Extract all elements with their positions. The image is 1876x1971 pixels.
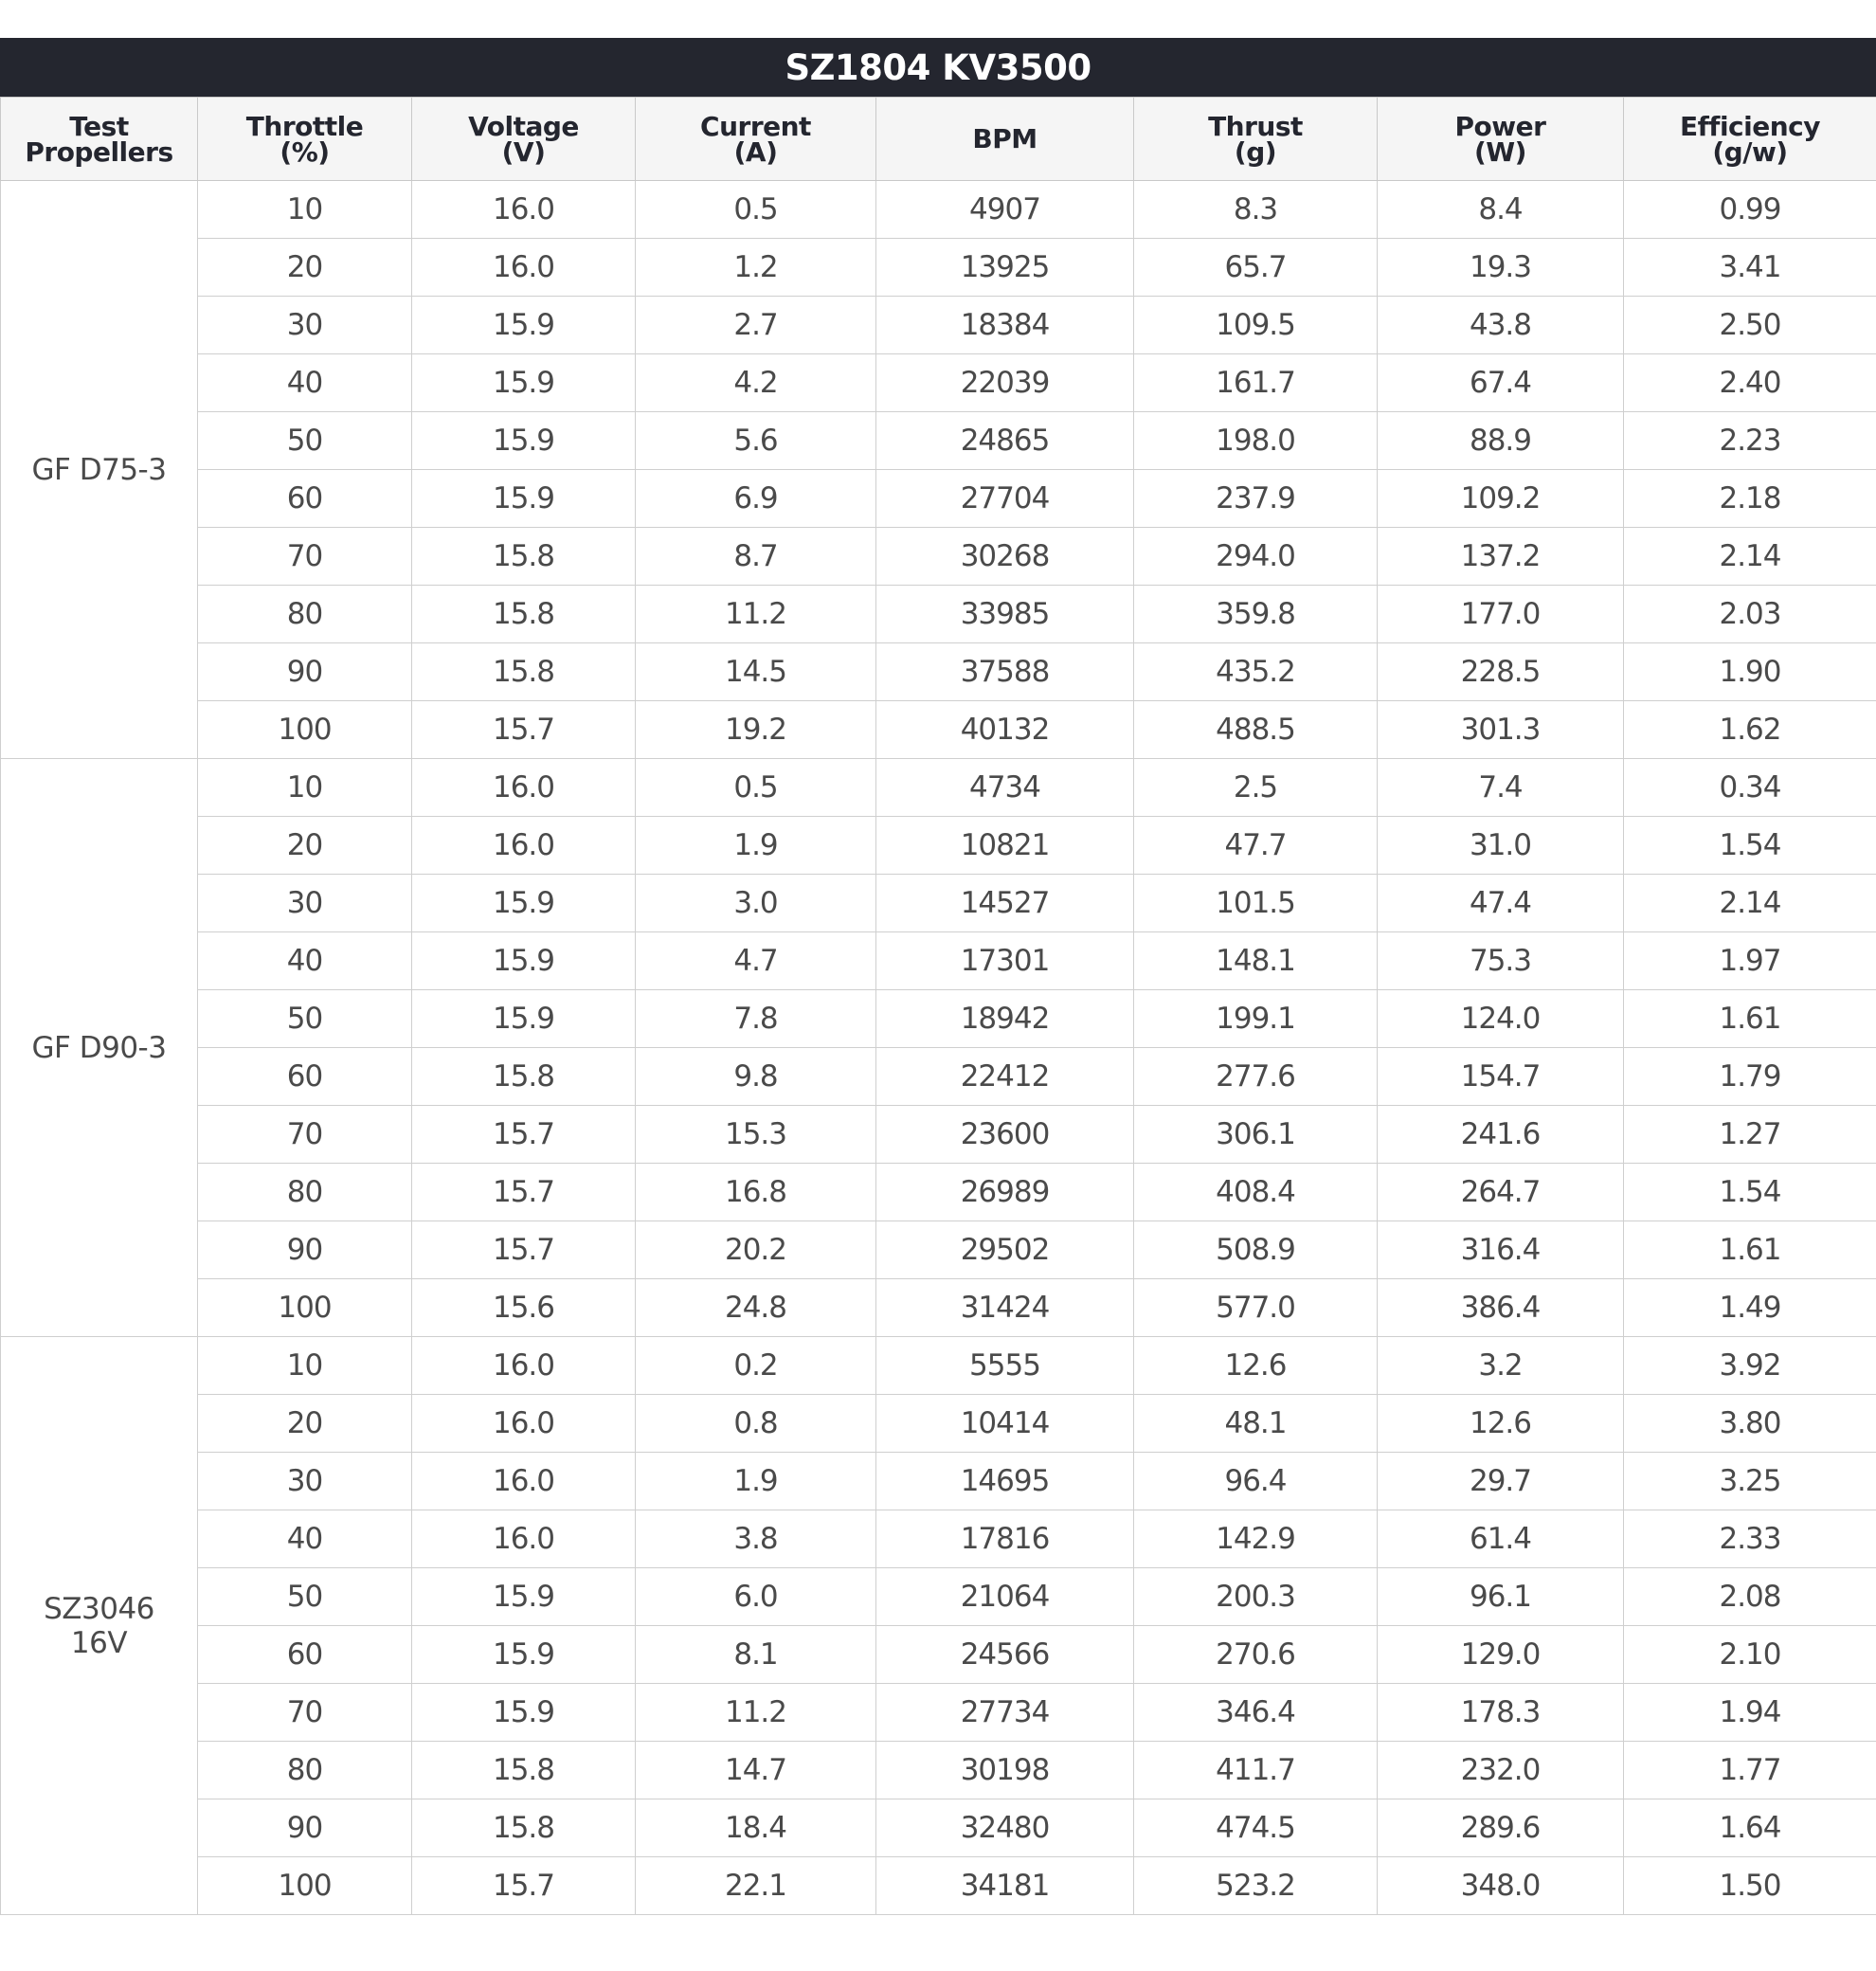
cell-efficiency: 3.80 (1624, 1395, 1876, 1453)
cell-voltage: 15.8 (412, 1742, 636, 1799)
cell-current: 14.7 (636, 1742, 876, 1799)
cell-efficiency: 1.77 (1624, 1742, 1876, 1799)
cell-throttle: 80 (198, 1164, 412, 1221)
cell-bpm: 40132 (876, 701, 1134, 759)
cell-current: 11.2 (636, 586, 876, 643)
cell-current: 20.2 (636, 1221, 876, 1279)
cell-throttle: 80 (198, 1742, 412, 1799)
cell-throttle: 30 (198, 875, 412, 932)
table-row (1, 932, 1876, 990)
table-row (1, 1568, 1876, 1626)
cell-throttle: 90 (198, 643, 412, 701)
header-test-propellers: Test Propellers (1, 98, 198, 181)
cell-throttle: 40 (198, 932, 412, 990)
cell-current: 3.0 (636, 875, 876, 932)
cell-power: 31.0 (1378, 817, 1624, 875)
cell-efficiency: 2.14 (1624, 875, 1876, 932)
cell-bpm: 10414 (876, 1395, 1134, 1453)
cell-thrust: 142.9 (1134, 1510, 1378, 1568)
cell-thrust: 237.9 (1134, 470, 1378, 528)
cell-bpm: 14695 (876, 1453, 1134, 1510)
cell-voltage: 15.8 (412, 586, 636, 643)
cell-voltage: 15.8 (412, 1048, 636, 1106)
cell-current: 18.4 (636, 1799, 876, 1857)
cell-power: 7.4 (1378, 759, 1624, 817)
cell-thrust: 359.8 (1134, 586, 1378, 643)
header-thrust: Thrust (g) (1134, 98, 1378, 181)
cell-current: 8.1 (636, 1626, 876, 1684)
propeller-name: GF D90-3 (31, 1030, 167, 1065)
cell-throttle: 70 (198, 1106, 412, 1164)
cell-thrust: 109.5 (1134, 297, 1378, 354)
cell-efficiency: 1.62 (1624, 701, 1876, 759)
cell-bpm: 34181 (876, 1857, 1134, 1915)
table-row (1, 1510, 1876, 1568)
cell-efficiency: 2.03 (1624, 586, 1876, 643)
propeller-group-label (1, 759, 198, 1337)
cell-efficiency: 2.40 (1624, 354, 1876, 412)
cell-efficiency: 2.14 (1624, 528, 1876, 586)
table-row (1, 1106, 1876, 1164)
cell-voltage: 15.7 (412, 701, 636, 759)
cell-current: 15.3 (636, 1106, 876, 1164)
cell-thrust: 48.1 (1134, 1395, 1378, 1453)
cell-bpm: 17301 (876, 932, 1134, 990)
cell-thrust: 294.0 (1134, 528, 1378, 586)
cell-efficiency: 2.50 (1624, 297, 1876, 354)
cell-bpm: 30198 (876, 1742, 1134, 1799)
cell-voltage: 15.9 (412, 990, 636, 1048)
table-row (1, 1221, 1876, 1279)
cell-thrust: 346.4 (1134, 1684, 1378, 1742)
cell-throttle: 100 (198, 701, 412, 759)
cell-efficiency: 1.79 (1624, 1048, 1876, 1106)
cell-efficiency: 1.94 (1624, 1684, 1876, 1742)
cell-power: 88.9 (1378, 412, 1624, 470)
cell-power: 12.6 (1378, 1395, 1624, 1453)
cell-current: 16.8 (636, 1164, 876, 1221)
cell-voltage: 15.7 (412, 1106, 636, 1164)
cell-efficiency: 0.99 (1624, 181, 1876, 239)
header-power: Power (W) (1378, 98, 1624, 181)
cell-thrust: 577.0 (1134, 1279, 1378, 1337)
cell-bpm: 18942 (876, 990, 1134, 1048)
cell-power: 232.0 (1378, 1742, 1624, 1799)
cell-current: 0.2 (636, 1337, 876, 1395)
cell-efficiency: 1.97 (1624, 932, 1876, 990)
cell-thrust: 435.2 (1134, 643, 1378, 701)
test-results-table (0, 97, 1876, 1915)
cell-throttle: 70 (198, 1684, 412, 1742)
table-row (1, 1684, 1876, 1742)
cell-bpm: 21064 (876, 1568, 1134, 1626)
cell-efficiency: 1.27 (1624, 1106, 1876, 1164)
table-row (1, 1453, 1876, 1510)
cell-throttle: 20 (198, 239, 412, 297)
table-row (1, 528, 1876, 586)
header-efficiency: Efficiency (g/w) (1624, 98, 1876, 181)
cell-thrust: 523.2 (1134, 1857, 1378, 1915)
cell-bpm: 27704 (876, 470, 1134, 528)
cell-thrust: 306.1 (1134, 1106, 1378, 1164)
cell-bpm: 37588 (876, 643, 1134, 701)
cell-current: 22.1 (636, 1857, 876, 1915)
cell-current: 0.8 (636, 1395, 876, 1453)
header-voltage: Voltage (V) (412, 98, 636, 181)
cell-power: 75.3 (1378, 932, 1624, 990)
cell-efficiency: 3.41 (1624, 239, 1876, 297)
cell-throttle: 20 (198, 817, 412, 875)
cell-bpm: 27734 (876, 1684, 1134, 1742)
cell-thrust: 101.5 (1134, 875, 1378, 932)
cell-voltage: 15.7 (412, 1164, 636, 1221)
cell-throttle: 100 (198, 1279, 412, 1337)
cell-thrust: 2.5 (1134, 759, 1378, 817)
cell-efficiency: 2.33 (1624, 1510, 1876, 1568)
table-title: SZ1804 KV3500 (0, 38, 1876, 97)
cell-bpm: 33985 (876, 586, 1134, 643)
cell-throttle: 50 (198, 1568, 412, 1626)
cell-thrust: 474.5 (1134, 1799, 1378, 1857)
table-row (1, 354, 1876, 412)
cell-voltage: 16.0 (412, 1510, 636, 1568)
cell-current: 1.9 (636, 817, 876, 875)
cell-efficiency: 0.34 (1624, 759, 1876, 817)
table-row (1, 181, 1876, 239)
cell-throttle: 60 (198, 1048, 412, 1106)
cell-thrust: 199.1 (1134, 990, 1378, 1048)
cell-power: 96.1 (1378, 1568, 1624, 1626)
cell-throttle: 60 (198, 1626, 412, 1684)
table-row (1, 759, 1876, 817)
cell-throttle: 40 (198, 1510, 412, 1568)
cell-throttle: 10 (198, 1337, 412, 1395)
cell-thrust: 8.3 (1134, 181, 1378, 239)
cell-power: 386.4 (1378, 1279, 1624, 1337)
cell-efficiency: 2.08 (1624, 1568, 1876, 1626)
cell-current: 11.2 (636, 1684, 876, 1742)
cell-power: 109.2 (1378, 470, 1624, 528)
cell-voltage: 15.9 (412, 354, 636, 412)
cell-efficiency: 1.49 (1624, 1279, 1876, 1337)
cell-throttle: 100 (198, 1857, 412, 1915)
cell-power: 228.5 (1378, 643, 1624, 701)
cell-voltage: 16.0 (412, 1395, 636, 1453)
cell-throttle: 20 (198, 1395, 412, 1453)
cell-voltage: 15.8 (412, 528, 636, 586)
cell-power: 137.2 (1378, 528, 1624, 586)
table-row (1, 412, 1876, 470)
cell-throttle: 90 (198, 1221, 412, 1279)
cell-power: 43.8 (1378, 297, 1624, 354)
cell-power: 178.3 (1378, 1684, 1624, 1742)
table-row (1, 990, 1876, 1048)
table-row (1, 1395, 1876, 1453)
table-row (1, 470, 1876, 528)
cell-bpm: 24865 (876, 412, 1134, 470)
cell-current: 9.8 (636, 1048, 876, 1106)
cell-throttle: 70 (198, 528, 412, 586)
cell-voltage: 15.9 (412, 875, 636, 932)
cell-power: 301.3 (1378, 701, 1624, 759)
cell-power: 177.0 (1378, 586, 1624, 643)
cell-bpm: 22412 (876, 1048, 1134, 1106)
cell-voltage: 15.9 (412, 297, 636, 354)
header-throttle: Throttle (%) (198, 98, 412, 181)
cell-current: 2.7 (636, 297, 876, 354)
propeller-name: SZ3046 (44, 1591, 154, 1626)
cell-current: 6.0 (636, 1568, 876, 1626)
cell-thrust: 148.1 (1134, 932, 1378, 990)
cell-voltage: 15.8 (412, 643, 636, 701)
cell-current: 1.2 (636, 239, 876, 297)
cell-throttle: 50 (198, 990, 412, 1048)
table-row (1, 1742, 1876, 1799)
cell-throttle: 90 (198, 1799, 412, 1857)
cell-bpm: 31424 (876, 1279, 1134, 1337)
cell-thrust: 411.7 (1134, 1742, 1378, 1799)
cell-efficiency: 2.23 (1624, 412, 1876, 470)
cell-power: 289.6 (1378, 1799, 1624, 1857)
cell-efficiency: 3.92 (1624, 1337, 1876, 1395)
cell-throttle: 40 (198, 354, 412, 412)
table-body (1, 181, 1876, 1915)
cell-power: 67.4 (1378, 354, 1624, 412)
cell-current: 0.5 (636, 181, 876, 239)
propeller-name: GF D75-3 (31, 452, 167, 487)
table-row (1, 1048, 1876, 1106)
cell-voltage: 16.0 (412, 817, 636, 875)
cell-power: 241.6 (1378, 1106, 1624, 1164)
cell-voltage: 15.9 (412, 1626, 636, 1684)
cell-thrust: 408.4 (1134, 1164, 1378, 1221)
cell-bpm: 29502 (876, 1221, 1134, 1279)
cell-bpm: 5555 (876, 1337, 1134, 1395)
table-row (1, 643, 1876, 701)
header-current: Current (A) (636, 98, 876, 181)
cell-bpm: 17816 (876, 1510, 1134, 1568)
cell-voltage: 15.8 (412, 1799, 636, 1857)
header-bpm: BPM (876, 98, 1134, 181)
cell-voltage: 15.7 (412, 1221, 636, 1279)
cell-efficiency: 2.18 (1624, 470, 1876, 528)
cell-voltage: 16.0 (412, 1453, 636, 1510)
cell-voltage: 15.7 (412, 1857, 636, 1915)
cell-efficiency: 1.90 (1624, 643, 1876, 701)
cell-voltage: 16.0 (412, 1337, 636, 1395)
cell-power: 129.0 (1378, 1626, 1624, 1684)
table-row (1, 875, 1876, 932)
cell-efficiency: 2.10 (1624, 1626, 1876, 1684)
cell-thrust: 47.7 (1134, 817, 1378, 875)
cell-current: 4.7 (636, 932, 876, 990)
cell-power: 348.0 (1378, 1857, 1624, 1915)
cell-thrust: 161.7 (1134, 354, 1378, 412)
cell-bpm: 24566 (876, 1626, 1134, 1684)
cell-thrust: 96.4 (1134, 1453, 1378, 1510)
cell-efficiency: 1.64 (1624, 1799, 1876, 1857)
table-row (1, 586, 1876, 643)
cell-power: 61.4 (1378, 1510, 1624, 1568)
cell-throttle: 10 (198, 759, 412, 817)
cell-power: 154.7 (1378, 1048, 1624, 1106)
cell-power: 124.0 (1378, 990, 1624, 1048)
cell-voltage: 15.9 (412, 470, 636, 528)
cell-current: 19.2 (636, 701, 876, 759)
cell-throttle: 60 (198, 470, 412, 528)
table-row (1, 1799, 1876, 1857)
propeller-group-label (1, 1337, 198, 1915)
cell-throttle: 80 (198, 586, 412, 643)
propeller-voltage: 16V (70, 1625, 128, 1660)
cell-voltage: 16.0 (412, 181, 636, 239)
cell-current: 5.6 (636, 412, 876, 470)
cell-throttle: 30 (198, 1453, 412, 1510)
cell-current: 6.9 (636, 470, 876, 528)
table-row (1, 1626, 1876, 1684)
table-row (1, 1857, 1876, 1915)
cell-bpm: 4907 (876, 181, 1134, 239)
table-row (1, 1337, 1876, 1395)
cell-current: 0.5 (636, 759, 876, 817)
cell-voltage: 15.9 (412, 1684, 636, 1742)
cell-bpm: 26989 (876, 1164, 1134, 1221)
cell-bpm: 18384 (876, 297, 1134, 354)
table-row (1, 1164, 1876, 1221)
table-row (1, 239, 1876, 297)
cell-thrust: 65.7 (1134, 239, 1378, 297)
cell-current: 1.9 (636, 1453, 876, 1510)
cell-thrust: 488.5 (1134, 701, 1378, 759)
table-row (1, 817, 1876, 875)
cell-power: 316.4 (1378, 1221, 1624, 1279)
cell-efficiency: 1.54 (1624, 1164, 1876, 1221)
cell-efficiency: 1.54 (1624, 817, 1876, 875)
cell-current: 8.7 (636, 528, 876, 586)
cell-bpm: 22039 (876, 354, 1134, 412)
cell-throttle: 30 (198, 297, 412, 354)
cell-bpm: 13925 (876, 239, 1134, 297)
cell-power: 3.2 (1378, 1337, 1624, 1395)
table-row (1, 297, 1876, 354)
cell-power: 19.3 (1378, 239, 1624, 297)
cell-voltage: 15.9 (412, 412, 636, 470)
cell-thrust: 508.9 (1134, 1221, 1378, 1279)
cell-power: 8.4 (1378, 181, 1624, 239)
cell-current: 7.8 (636, 990, 876, 1048)
cell-efficiency: 1.61 (1624, 990, 1876, 1048)
cell-current: 3.8 (636, 1510, 876, 1568)
propeller-group-label (1, 181, 198, 759)
cell-current: 14.5 (636, 643, 876, 701)
cell-thrust: 270.6 (1134, 1626, 1378, 1684)
cell-voltage: 16.0 (412, 239, 636, 297)
cell-power: 29.7 (1378, 1453, 1624, 1510)
cell-bpm: 23600 (876, 1106, 1134, 1164)
table-row (1, 701, 1876, 759)
cell-bpm: 10821 (876, 817, 1134, 875)
cell-efficiency: 1.61 (1624, 1221, 1876, 1279)
cell-bpm: 32480 (876, 1799, 1134, 1857)
cell-throttle: 50 (198, 412, 412, 470)
cell-voltage: 15.6 (412, 1279, 636, 1337)
cell-thrust: 200.3 (1134, 1568, 1378, 1626)
cell-power: 264.7 (1378, 1164, 1624, 1221)
cell-thrust: 198.0 (1134, 412, 1378, 470)
cell-voltage: 16.0 (412, 759, 636, 817)
cell-bpm: 14527 (876, 875, 1134, 932)
cell-thrust: 12.6 (1134, 1337, 1378, 1395)
cell-power: 47.4 (1378, 875, 1624, 932)
cell-bpm: 4734 (876, 759, 1134, 817)
cell-voltage: 15.9 (412, 932, 636, 990)
table-row (1, 1279, 1876, 1337)
cell-thrust: 277.6 (1134, 1048, 1378, 1106)
cell-voltage: 15.9 (412, 1568, 636, 1626)
cell-current: 24.8 (636, 1279, 876, 1337)
cell-efficiency: 3.25 (1624, 1453, 1876, 1510)
motor-test-data-sheet (0, 38, 1876, 1915)
cell-throttle: 10 (198, 181, 412, 239)
cell-efficiency: 1.50 (1624, 1857, 1876, 1915)
cell-bpm: 30268 (876, 528, 1134, 586)
header-row (1, 98, 1876, 181)
cell-current: 4.2 (636, 354, 876, 412)
